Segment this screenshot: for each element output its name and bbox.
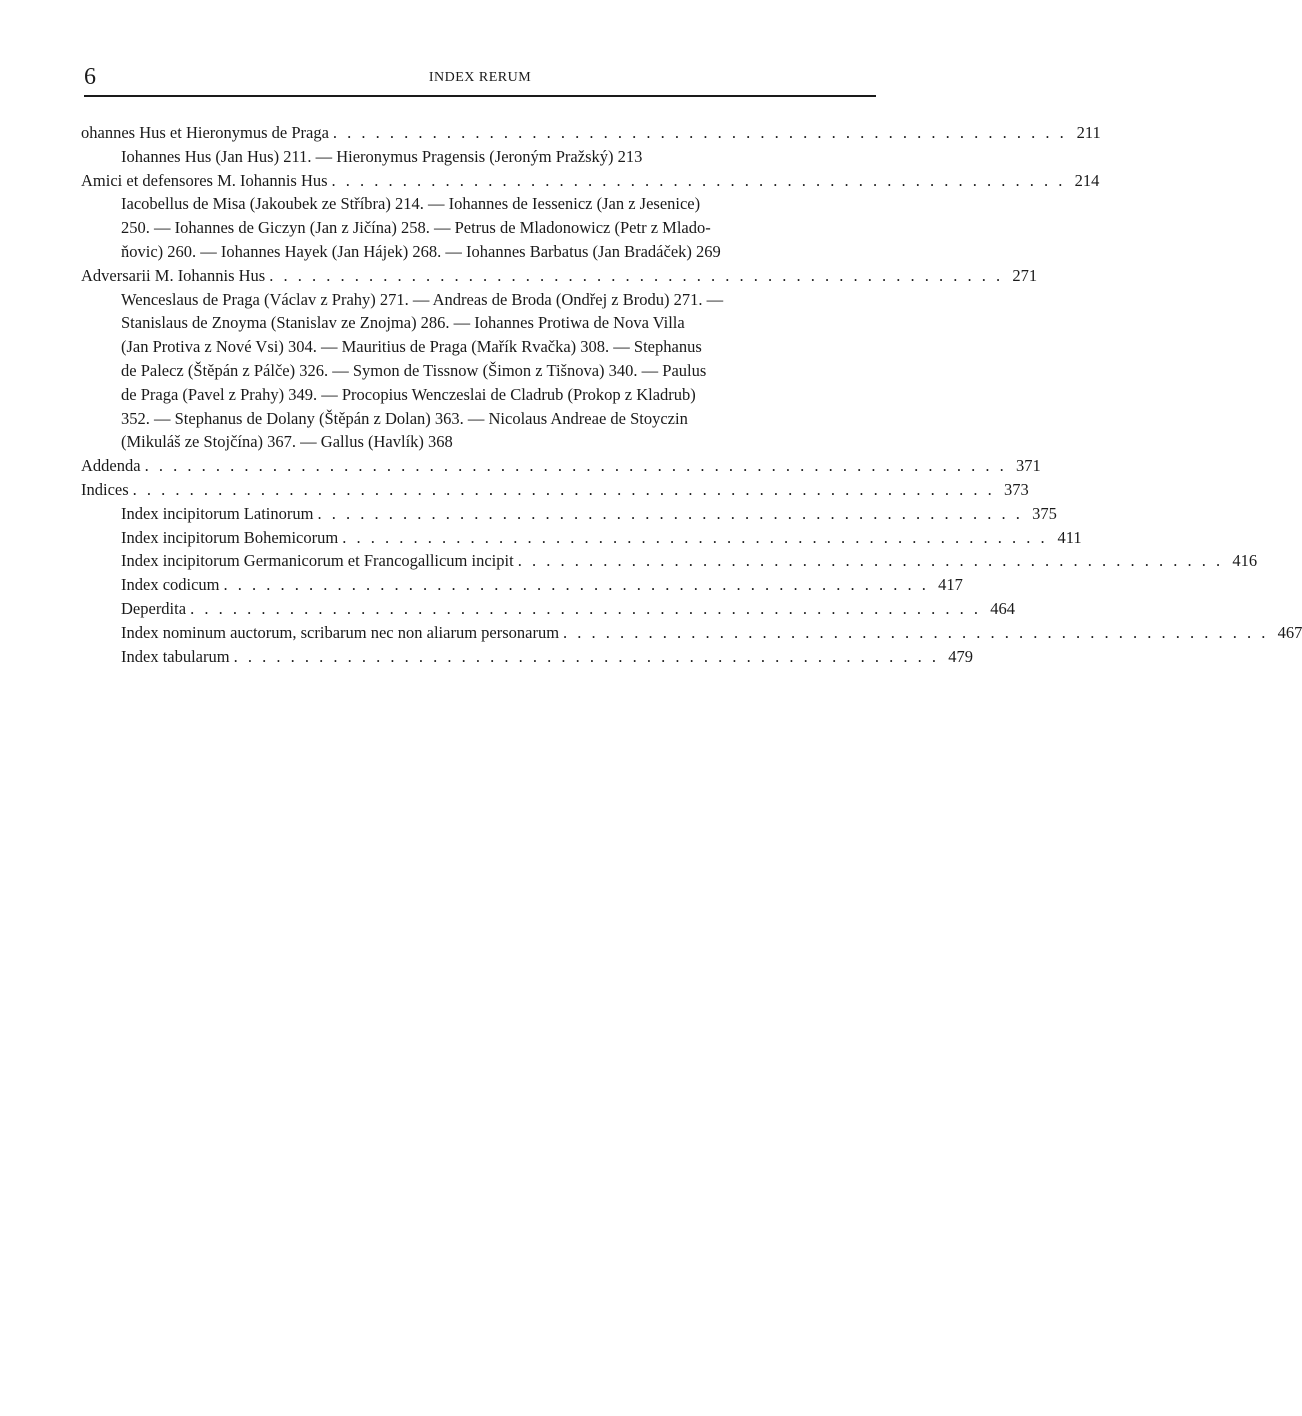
toc-subentry-line: de Praga (Pavel z Prahy) 349. — Procopius Wenczeslai de Cladrub (Prokop z Kladrub)	[121, 384, 696, 404]
toc-entry-page: 417	[938, 575, 963, 595]
toc-subentry-line: ňovic) 260. — Iohannes Hayek (Jan Hájek) 268. — Iohannes Barbatus (Jan Bradáček) 269	[121, 241, 721, 261]
leader-dots: . . . . . . . . . . . . . . . . . . . . . . . . . . . . . . . . . . . . . . . . . . . . . . . . . . . .	[332, 123, 1067, 142]
toc-subentries	[81, 288, 863, 455]
running-title: INDEX RERUM	[428, 70, 532, 85]
toc-entry-indices	[81, 478, 1029, 502]
toc-subentry-index	[81, 645, 973, 669]
toc-subentry-line: (Mikuláš ze Stojčína) 367. — Gallus (Havlík) 368	[121, 432, 453, 452]
toc-section-hus-hieronymus	[81, 121, 1101, 169]
leader-dots: . . . . . . . . . . . . . . . . . . . . . . . . . . . . . . . . . . . . . . . . . . . . . . . . . . . .	[331, 170, 1066, 190]
toc-entry-title: Index nominum auctorum, scribarum nec non aliarum personarum	[121, 622, 560, 642]
toc-section-amici	[81, 169, 1100, 264]
toc-section-adversarii	[81, 264, 1038, 454]
toc-subentry-index	[81, 573, 963, 597]
toc-subentry-line: (Jan Protiva z Nové Vsi) 304. — Mauritius de Praga (Mařík Rvačka) 308. — Stephanus	[121, 337, 702, 357]
toc-entry-title: Adversarii M. Iohannis Hus	[81, 265, 266, 285]
toc-entry-title: Amici et defensores M. Iohannis Hus	[81, 170, 328, 190]
toc-subentry-index	[81, 597, 1015, 621]
toc-subentries	[81, 145, 863, 169]
toc-entry-addenda	[81, 454, 1041, 478]
table-of-contents	[81, 121, 1302, 668]
leader-dots: . . . . . . . . . . . . . . . . . . . . . . . . . . . . . . . . . . . . . . . . . . . . . . . . . .	[317, 503, 1023, 523]
toc-entry	[81, 169, 1100, 193]
toc-entry-title: ohannes Hus et Hieronymus de Praga	[81, 123, 329, 142]
leader-dots: . . . . . . . . . . . . . . . . . . . . . . . . . . . . . . . . . . . . . . . . . . . . . . . . . .	[233, 646, 939, 666]
leader-dots: . . . . . . . . . . . . . . . . . . . . . . . . . . . . . . . . . . . . . . . . . . . . . . . . . .	[517, 551, 1224, 571]
page-header	[84, 62, 876, 96]
toc-entry-page: 464	[990, 598, 1015, 618]
toc-entry-title: Deperdita	[121, 598, 187, 618]
leader-dots: . . . . . . . . . . . . . . . . . . . . . . . . . . . . . . . . . . . . . . . . . . . . . . . . . .	[223, 575, 929, 595]
toc-entry-page: 371	[1015, 456, 1041, 476]
toc-entry-title: Index codicum	[121, 575, 220, 595]
leader-dots: . . . . . . . . . . . . . . . . . . . . . . . . . . . . . . . . . . . . . . . . . . . . . . . . . . . .	[269, 265, 1004, 285]
toc-subentry-line: 250. — Iohannes de Giczyn (Jan z Jičína) 258. — Petrus de Mladonowicz (Petr z Mlado-	[121, 218, 711, 238]
header-rule	[84, 95, 876, 97]
toc-entry-page: 375	[1032, 503, 1057, 523]
toc-entry-title: Indices	[81, 479, 129, 499]
toc-subentry-line: Wenceslaus de Praga (Václav z Prahy) 271. — Andreas de Broda (Ondřej z Brodu) 271. —	[121, 289, 724, 309]
toc-entry-page: 416	[1232, 551, 1258, 571]
toc-subentry-line: Iacobellus de Misa (Jakoubek ze Stříbra) 214. — Iohannes de Iessenicz (Jan z Jesenice)	[121, 194, 701, 214]
toc-subentry-index	[81, 621, 1302, 645]
toc-entry-page: 411	[1057, 527, 1082, 547]
toc-subentry-line: Stanislaus de Znoyma (Stanislav ze Znojma) 286. — Iohannes Protiwa de Nova Villa	[121, 313, 685, 333]
toc-entry-title: Addenda	[81, 456, 141, 476]
toc-subentry-line: 352. — Stephanus de Dolany (Štěpán z Dolan) 363. — Nicolaus Andreae de Stoyczin	[121, 408, 688, 428]
leader-dots: . . . . . . . . . . . . . . . . . . . . . . . . . . . . . . . . . . . . . . . . . . . . . . . . . . . . . . . .	[190, 598, 981, 618]
toc-entry-page: 467	[1277, 622, 1302, 642]
toc-entry	[81, 121, 1101, 145]
toc-subentry-index	[81, 502, 1057, 526]
toc-subentry-line: de Palecz (Štěpán z Pálče) 326. — Symon de Tissnow (Šimon z Tišnova) 340. — Paulus	[121, 360, 707, 380]
toc-subentry-index	[81, 549, 1258, 573]
toc-entry-title: Index tabularum	[121, 646, 230, 666]
toc-entry-title: Index incipitorum Latinorum	[121, 503, 314, 523]
leader-dots: . . . . . . . . . . . . . . . . . . . . . . . . . . . . . . . . . . . . . . . . . . . . . . . . . .	[342, 527, 1048, 547]
toc-entry-page: 214	[1074, 170, 1100, 190]
toc-entry	[81, 264, 1038, 288]
leader-dots: . . . . . . . . . . . . . . . . . . . . . . . . . . . . . . . . . . . . . . . . . . . . . . . . . .	[563, 622, 1269, 642]
toc-entry-title: Index incipitorum Bohemicorum	[121, 527, 339, 547]
leader-dots: . . . . . . . . . . . . . . . . . . . . . . . . . . . . . . . . . . . . . . . . . . . . . . . . . . . . . . . . . . . . .	[132, 479, 995, 499]
toc-entry-page: 373	[1004, 479, 1029, 499]
toc-subentry-index	[81, 526, 1082, 550]
toc-entry-page: 271	[1012, 265, 1038, 285]
page-number: 6	[84, 64, 96, 90]
leader-dots: . . . . . . . . . . . . . . . . . . . . . . . . . . . . . . . . . . . . . . . . . . . . . . . . . . . . . . . . . . . . .	[144, 456, 1007, 476]
toc-entry-title: Index incipitorum Germanicorum et Francogallicum incipit	[121, 551, 514, 571]
toc-entry-page: 479	[948, 646, 973, 666]
toc-subentry-line: Iohannes Hus (Jan Hus) 211. — Hieronymus Pragensis (Jeroným Pražský) 213	[121, 146, 643, 166]
toc-entry-page: 211	[1076, 123, 1101, 142]
toc-subentries	[81, 192, 863, 263]
